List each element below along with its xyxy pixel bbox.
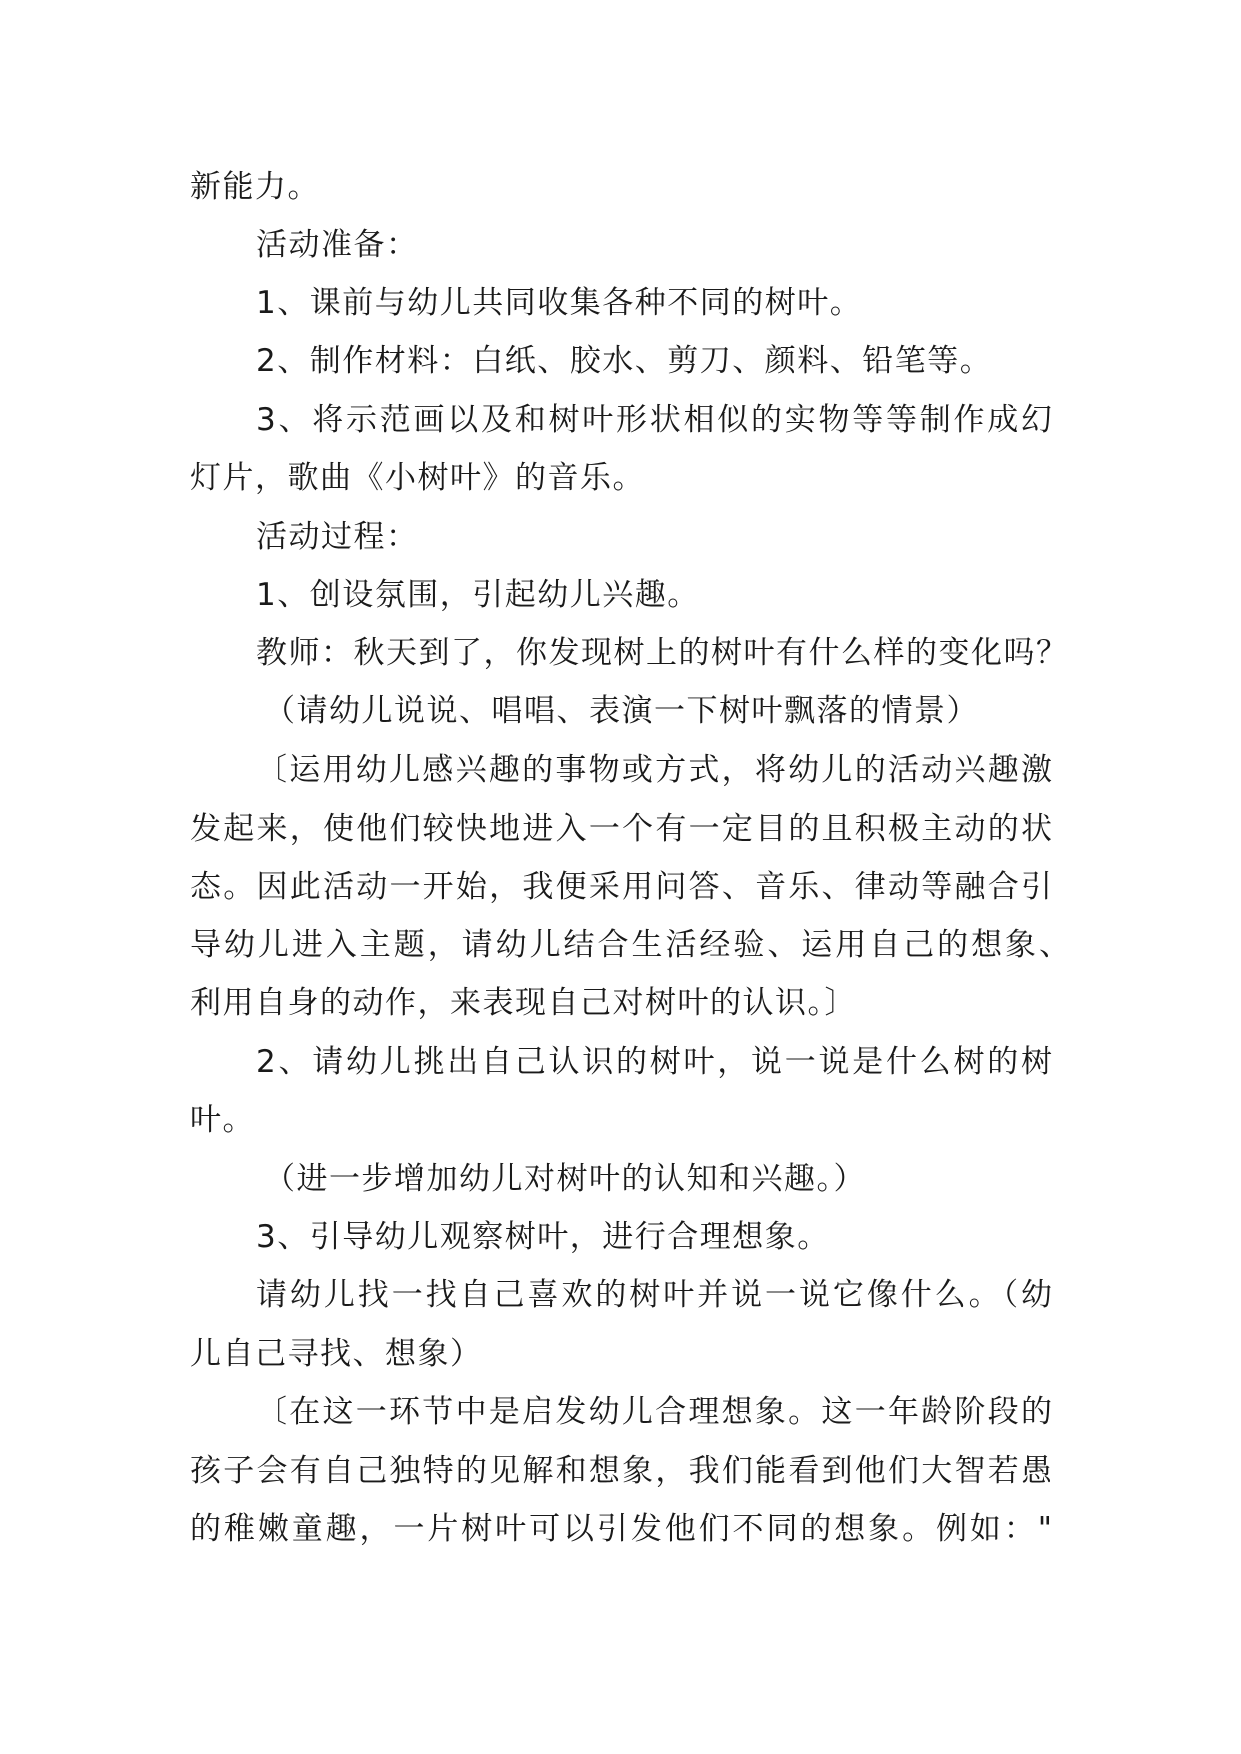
- commentary-line: 发起来，使他们较快地进入一个有一定目的且积极主动的状: [190, 811, 1052, 847]
- commentary-line: 的稚嫩童趣，一片树叶可以引发他们不同的想象。例如：": [190, 1511, 1052, 1547]
- preparation-item-1: 1、课前与幼儿共同收集各种不同的树叶。: [256, 285, 863, 321]
- activity-note: （请幼儿说说、唱唱、表演一下树叶飘落的情景）: [264, 693, 979, 729]
- activity-note: （进一步增加幼儿对树叶的认知和兴趣。）: [264, 1161, 866, 1197]
- commentary-line: 利用自身的动作，来表现自己对树叶的认识。〕: [190, 985, 857, 1021]
- paragraph-line: 新能力。: [190, 169, 320, 205]
- teacher-question: 教师：秋天到了，你发现树上的树叶有什么样的变化吗？: [256, 635, 1069, 671]
- process-step-2: 2、请幼儿挑出自己认识的树叶，说一说是什么树的树: [256, 1044, 1052, 1080]
- process-step-1: 1、创设氛围，引起幼儿兴趣。: [256, 577, 700, 613]
- commentary-line: 〔在这一环节中是启发幼儿合理想象。这一年龄阶段的: [256, 1394, 1052, 1430]
- paragraph-line: 叶。: [190, 1102, 255, 1138]
- paragraph-line: 儿自己寻找、想象）: [190, 1336, 483, 1372]
- preparation-item-3: 3、将示范画以及和树叶形状相似的实物等等制作成幻: [256, 402, 1052, 438]
- paragraph-line: 灯片，歌曲《小树叶》的音乐。: [190, 460, 645, 496]
- commentary-line: 导幼儿进入主题，请幼儿结合生活经验、运用自己的想象、: [190, 927, 1070, 963]
- commentary-line: 态。因此活动一开始，我便采用问答、音乐、律动等融合引: [190, 869, 1052, 905]
- section-heading-process: 活动过程：: [256, 519, 419, 555]
- process-step-3: 3、引导幼儿观察树叶，进行合理想象。: [256, 1219, 830, 1255]
- commentary-line: 〔运用幼儿感兴趣的事物或方式，将幼儿的活动兴趣激: [256, 752, 1052, 788]
- section-heading-preparation: 活动准备：: [256, 227, 419, 263]
- paragraph-line: 请幼儿找一找自己喜欢的树叶并说一说它像什么。（幼: [256, 1277, 1052, 1313]
- preparation-item-2: 2、制作材料：白纸、胶水、剪刀、颜料、铅笔等。: [256, 343, 993, 379]
- commentary-line: 孩子会有自己独特的见解和想象，我们能看到他们大智若愚: [190, 1453, 1052, 1489]
